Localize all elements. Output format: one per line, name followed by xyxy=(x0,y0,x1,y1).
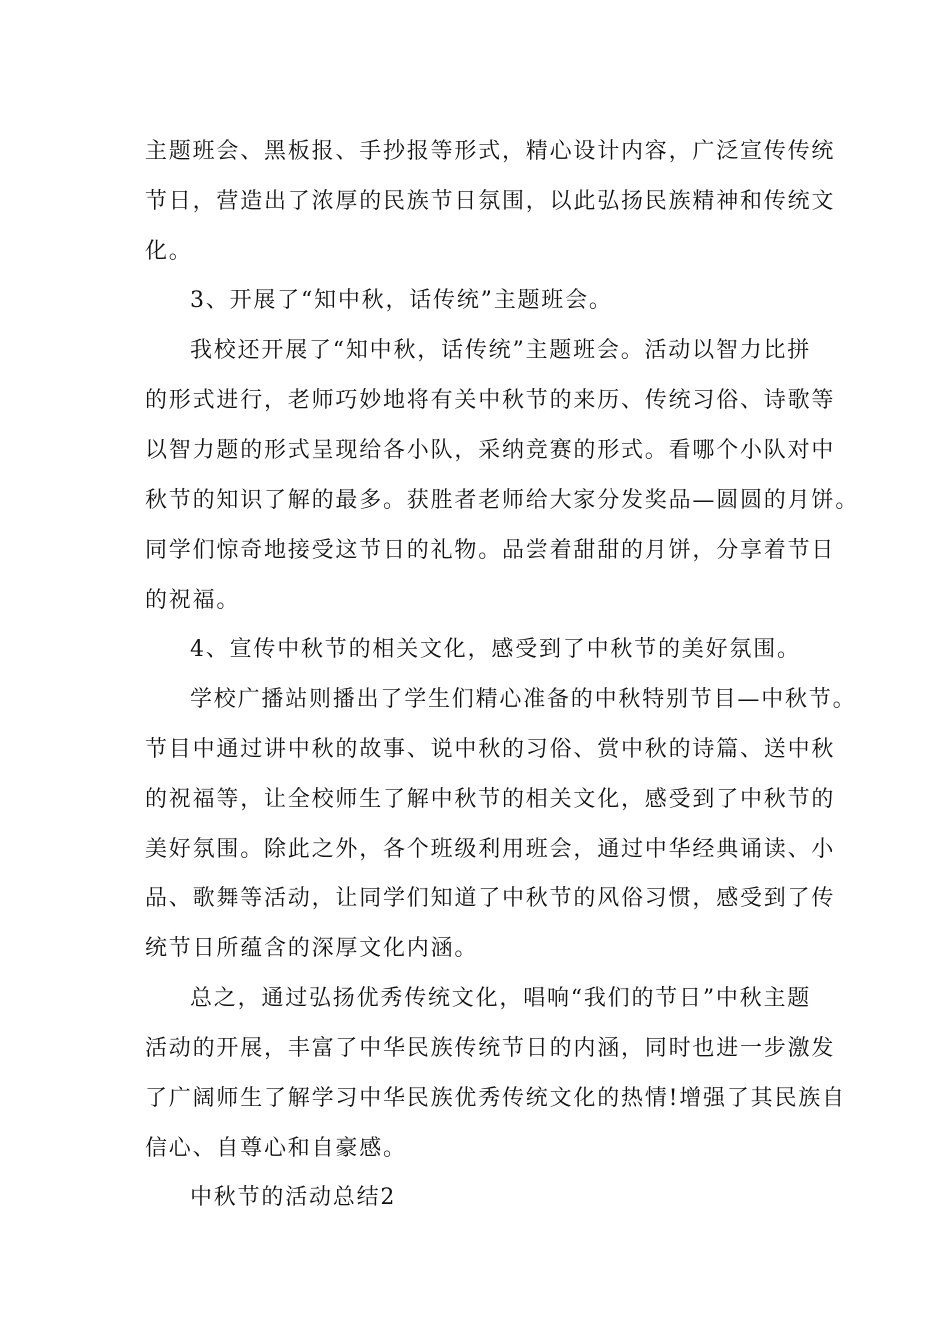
text-line: 活动的开展，丰富了中华民族传统节日的内涵，同时也进一步激发 xyxy=(145,1036,836,1061)
text-line: 我校还开展了“知中秋，话传统”主题班会。活动以智力比拼 xyxy=(190,338,812,363)
text-line: 节目中通过讲中秋的故事、说中秋的习俗、赏中秋的诗篇、送中秋 xyxy=(145,737,836,762)
text-line: 以智力题的形式呈现给各小队，采纳竞赛的形式。看哪个小队对中 xyxy=(145,438,836,463)
text-line: 秋节的知识了解的最多。获胜者老师给大家分发奖品—圆圆的月饼。 xyxy=(145,488,860,513)
text-line: 化。 xyxy=(145,239,193,264)
text-line: 主题班会、黑板报、手抄报等形式，精心设计内容，广泛宣传传统 xyxy=(145,139,836,164)
text-line: 同学们惊奇地接受这节日的礼物。品尝着甜甜的月饼，分享着节日 xyxy=(145,538,836,563)
section-heading: 3、开展了“知中秋，话传统”主题班会。 xyxy=(190,288,613,313)
text-line: 的祝福。 xyxy=(145,588,241,613)
section-heading: 4、宣传中秋节的相关文化，感受到了中秋节的美好氛围。 xyxy=(190,637,801,662)
text-line: 信心、自尊心和自豪感。 xyxy=(145,1136,407,1161)
text-line: 了广阔师生了解学习中华民族优秀传统文化的热情!增强了其民族自 xyxy=(145,1086,846,1111)
text-line: 的形式进行，老师巧妙地将有关中秋节的来历、传统习俗、诗歌等 xyxy=(145,388,836,413)
text-line: 品、歌舞等活动，让同学们知道了中秋节的风俗习惯，感受到了传 xyxy=(145,886,836,911)
text-line: 学校广播站则播出了学生们精心准备的中秋特别节目—中秋节。 xyxy=(190,687,857,712)
text-line: 总之，通过弘扬优秀传统文化，唱响“我们的节日”中秋主题 xyxy=(190,986,812,1011)
text-line: 美好氛围。除此之外，各个班级利用班会，通过中华经典诵读、小 xyxy=(145,837,836,862)
text-line: 统节日所蕴含的深厚文化内涵。 xyxy=(145,936,479,961)
text-line: 节日，营造出了浓厚的民族节日氛围，以此弘扬民族精神和传统文 xyxy=(145,189,836,214)
text-line: 的祝福等，让全校师生了解中秋节的相关文化，感受到了中秋节的 xyxy=(145,787,836,812)
document-subtitle: 中秋节的活动总结2 xyxy=(190,1185,397,1210)
